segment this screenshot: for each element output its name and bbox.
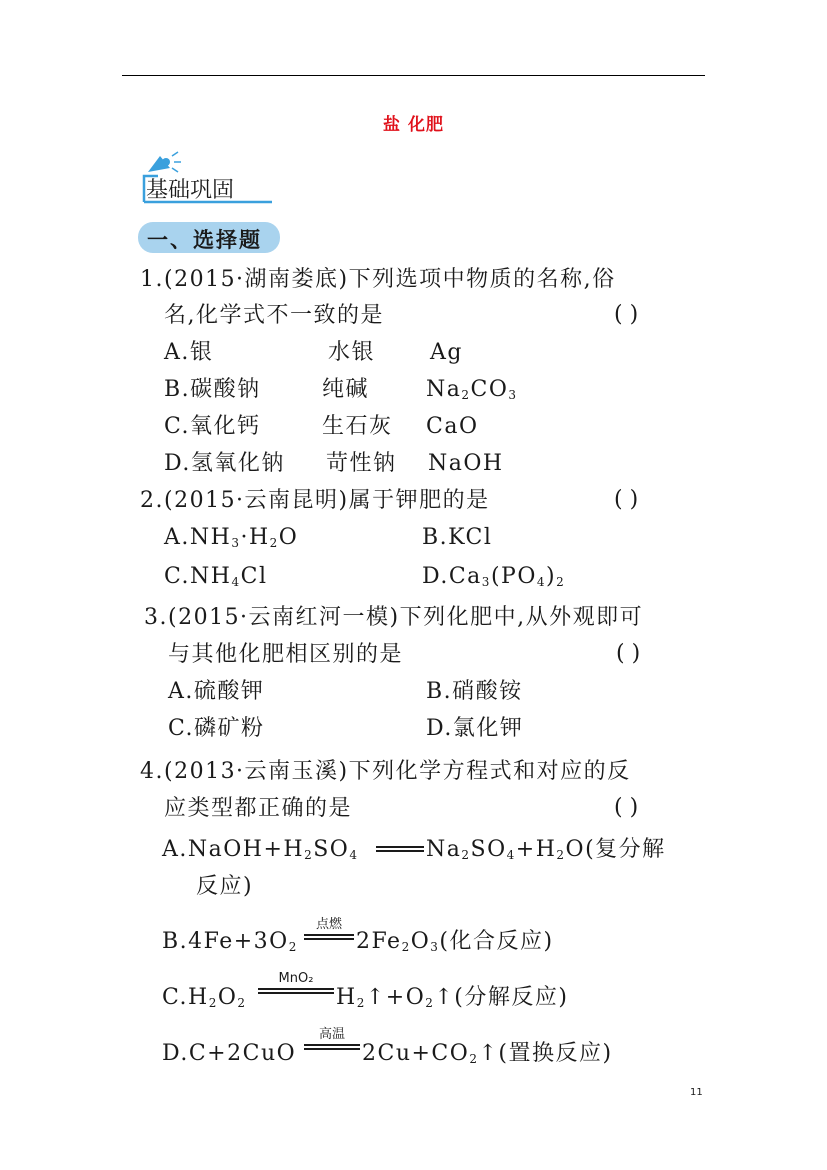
q1-option-c-formula: CaO [426, 414, 479, 439]
q1-option-a-formula: Ag [430, 340, 463, 365]
q3-stem-line2: 与其他化肥相区别的是 [168, 642, 404, 667]
q1-option-d-formula: NaOH [428, 451, 504, 476]
section-label: 一、选择题 [147, 228, 262, 252]
q4-stem-line2: 应类型都正确的是 [164, 796, 353, 821]
q1-option-b-common: 纯碱 [322, 377, 370, 402]
q2-stem: 2.(2015·云南昆明)属于钾肥的是 [140, 488, 490, 513]
q4-option-a-left: $A.NaOH+H_2SO_4$ [162, 837, 359, 862]
q3-option-b: B.硝酸铵 [426, 679, 523, 704]
q4-option-c-right: $H_2↑+O_2↑$(分解反应) [336, 985, 569, 1010]
header-rule [122, 75, 705, 76]
q3-option-c: C.磷矿粉 [168, 716, 265, 741]
q4-option-d-left: D.C+2CuO [162, 1041, 297, 1066]
section-badge-label: 基础巩固 [146, 178, 235, 203]
q1-option-a-common: 水银 [328, 340, 376, 365]
q3-stem-line1: 3.(2015·云南红河一模)下列化肥中,从外观即可 [144, 605, 644, 630]
q4-option-d-right: $2Cu+CO_2↑$(置换反应) [362, 1041, 613, 1066]
q1-option-d-common: 苛性钠 [326, 451, 397, 476]
q4-option-b-right: $2Fe_2O_3$(化合反应) [356, 929, 554, 954]
q4-option-b-condition: 点燃 [304, 918, 354, 940]
q4-stem-line1: 4.(2013·云南玉溪)下列化学方程式和对应的反 [140, 759, 631, 784]
q2-option-c: $C.NH_4Cl$ [164, 564, 268, 589]
q1-option-a-name: A.银 [164, 340, 214, 365]
q4-option-b-left: $B.4Fe+3O_2$ [162, 929, 298, 954]
q3-option-a: A.硫酸钾 [168, 679, 265, 704]
q1-stem-line2: 名,化学式不一致的是 [164, 303, 384, 328]
q4-option-d-condition: 高温 [304, 1028, 360, 1050]
q4-answer-paren: ( ) [614, 795, 639, 820]
q1-stem-line1: 1.(2015·湖南娄底)下列选项中物质的名称,俗 [140, 267, 616, 292]
page-title: 盐 化肥 [383, 115, 444, 135]
q4-option-c-left: $C.H_2O_2$ [162, 985, 247, 1010]
q2-option-d: $D.Ca_3(PO_4)_2$ [422, 564, 566, 589]
q1-option-d-name: D.氢氧化钠 [164, 451, 285, 476]
q4-option-a-line2: 反应) [196, 874, 254, 899]
q1-answer-paren: ( ) [614, 302, 639, 327]
q1-option-b-formula: $Na_2CO_3$ [426, 377, 518, 402]
q2-option-b: B.KCl [422, 525, 493, 550]
q1-option-b-name: B.碳酸钠 [164, 377, 261, 402]
q1-option-c-name: C.氧化钙 [164, 414, 261, 439]
q2-answer-paren: ( ) [614, 487, 639, 512]
page-number: 11 [690, 1087, 703, 1098]
q4-option-c-condition: MnO₂ [258, 972, 334, 994]
q1-option-c-common: 生石灰 [322, 414, 393, 439]
q3-answer-paren: ( ) [616, 641, 641, 666]
q4-option-a-right: $Na_2SO_4+H_2O$(复分解 [426, 837, 666, 862]
q2-option-a: $A.NH_3\cdot H_2O$ [164, 525, 299, 550]
q4-option-a-equals-sign [376, 844, 424, 852]
q3-option-d: D.氯化钾 [426, 716, 524, 741]
